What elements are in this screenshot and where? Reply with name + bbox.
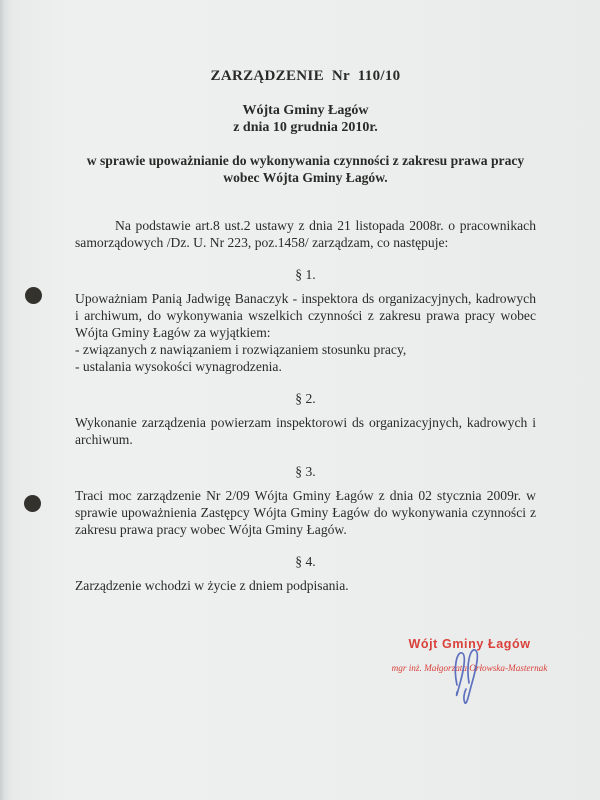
hole-punch-mark-top <box>25 287 42 304</box>
section-1-item: - ustalania wysokości wynagrodzenia. <box>75 359 282 374</box>
section-2-marker: § 2. <box>295 391 316 406</box>
document-subject: w sprawie upoważnianie do wykonywania czynności z zakresu prawa pracy wobec Wójta Gminy Łagów. <box>86 153 525 185</box>
section-3-text: Traci moc zarządzenie Nr 2/09 Wójta Gminy Łagów z dnia 02 stycznia 2009r. w sprawie upoważnienia Zastępcy Wójta Gminy Łagów do wykonywania czynności z zakresu prawa pracy wobec Wójta Gminy Łagów. <box>75 488 536 537</box>
section-4-marker: § 4. <box>295 554 316 569</box>
section-1-marker: § 1. <box>295 267 316 282</box>
section-2-text: Wykonanie zarządzenia powierzam inspektorowi ds organizacyjnych, kadrowych i archiwum. <box>75 415 536 447</box>
document-title: ZARZĄDZENIE Nr 110/10 <box>210 68 401 84</box>
document-date: z dnia 10 grudnia 2010r. <box>233 120 378 135</box>
authority-block <box>75 102 536 136</box>
section-1-text: Upoważniam Panią Jadwigę Banaczyk - inspektora ds organizacyjnych, kadrowych i archiwum, do wykonywania wszelkich czynności z zakresu prawa pracy wobec Wójta Gminy Łagów za wyjątkiem: <box>75 291 536 340</box>
preamble-paragraph: Na podstawie art.8 ust.2 ustawy z dnia 21 listopada 2008r. o pracownikach samorządowych /Dz. U. Nr 223, poz.1458/ zarządzam, co następuje: <box>75 218 536 250</box>
section-3-marker: § 3. <box>295 464 316 479</box>
stamp-title: Wójt Gminy Łagów <box>408 637 531 651</box>
ordinance-document <box>75 60 536 594</box>
signature-block <box>382 637 557 673</box>
hole-punch-mark-bottom <box>24 495 41 512</box>
section-1-item: - związanych z nawiązaniem i rozwiązaniem stosunku pracy, <box>75 342 407 357</box>
issuing-authority: Wójta Gminy Łagów <box>242 103 369 118</box>
signature-scribble-icon <box>444 645 496 707</box>
section-4-text: Zarządzenie wchodzi w życie z dniem podpisania. <box>75 578 349 593</box>
stamp-name: mgr inż. Małgorzata Orłowska-Masternak <box>391 663 548 673</box>
